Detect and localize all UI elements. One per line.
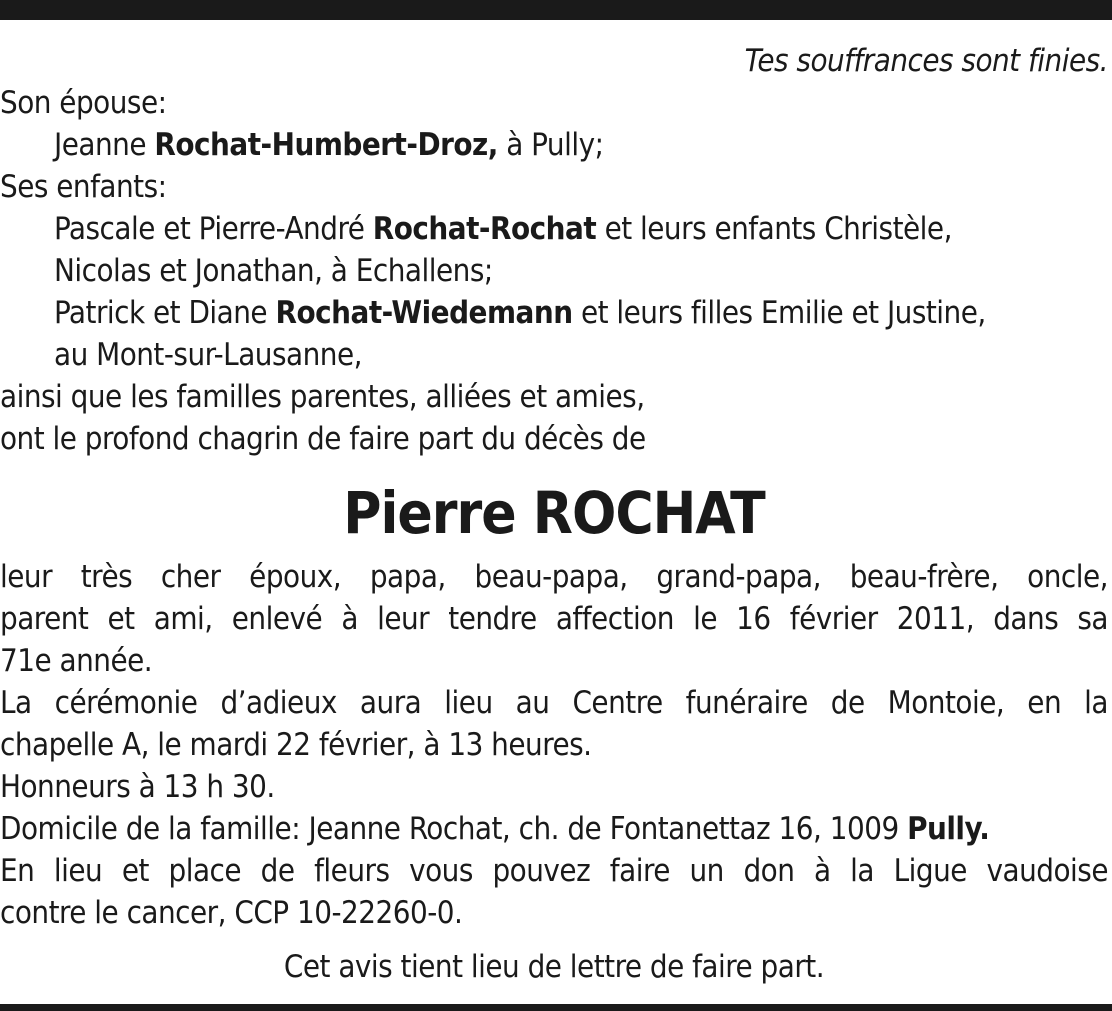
spouse-family-name: Rochat-Humbert-Droz, xyxy=(154,127,498,163)
closing-line-2: ont le profond chagrin de faire part du décès de xyxy=(0,421,646,457)
spouse-entry xyxy=(0,124,1108,166)
body-paragraph-line-1: leur très cher époux, papa, beau-papa, grand-papa, beau-frère, oncle, xyxy=(0,559,1108,595)
child-family-1-names: Pascale et Pierre-André xyxy=(54,211,365,247)
donation-line-2: contre le cancer, CCP 10-22260-0. xyxy=(0,895,463,931)
top-rule xyxy=(0,0,1112,20)
spouse-heading: Son épouse: xyxy=(0,85,167,121)
obituary-notice xyxy=(0,40,1108,988)
child-family-2-line1 xyxy=(0,292,1108,334)
footer-note: Cet avis tient lieu de lettre de faire part. xyxy=(283,949,825,985)
child-family-2-family-name: Rochat-Wiedemann xyxy=(275,295,573,331)
child-family-1-rest: et leurs enfants Christèle, xyxy=(604,211,952,247)
epigraph: Tes souffrances sont finies. xyxy=(744,43,1108,79)
closing-line-1: ainsi que les familles parentes, alliées et amies, xyxy=(0,379,645,415)
deceased-name: Pierre ROCHAT xyxy=(343,479,765,547)
honors-line: Honneurs à 13 h 30. xyxy=(0,769,275,805)
child-family-2-names: Patrick et Diane xyxy=(54,295,268,331)
domicile-line xyxy=(0,808,1108,850)
domicile-text: Domicile de la famille: Jeanne Rochat, ch. de Fontanettaz 16, 1009 xyxy=(0,811,899,847)
ceremony-line-2: chapelle A, le mardi 22 février, à 13 heures. xyxy=(0,727,592,763)
child-family-2-line2: au Mont-sur-Lausanne, xyxy=(54,337,362,373)
donation-line-1: En lieu et place de fleurs vous pouvez faire un don à la Ligue vaudoise xyxy=(0,853,1108,889)
body-paragraph-line-2: parent et ami, enlevé à leur tendre affection le 16 février 2011, dans sa xyxy=(0,601,1108,637)
children-heading: Ses enfants: xyxy=(0,169,167,205)
child-family-1-line2: Nicolas et Jonathan, à Echallens; xyxy=(54,253,493,289)
body-paragraph-line-3: 71e année. xyxy=(0,643,153,679)
child-family-1-family-name: Rochat-Rochat xyxy=(372,211,597,247)
bottom-rule xyxy=(0,1004,1112,1011)
spouse-location: à Pully; xyxy=(506,127,604,163)
child-family-1-line1 xyxy=(0,208,1108,250)
child-family-2-rest: et leurs filles Emilie et Justine, xyxy=(580,295,986,331)
spouse-first-name: Jeanne xyxy=(54,127,146,163)
ceremony-line-1: La cérémonie d’adieux aura lieu au Centre funéraire de Montoie, en la xyxy=(0,685,1108,721)
domicile-city: Pully. xyxy=(907,811,990,847)
